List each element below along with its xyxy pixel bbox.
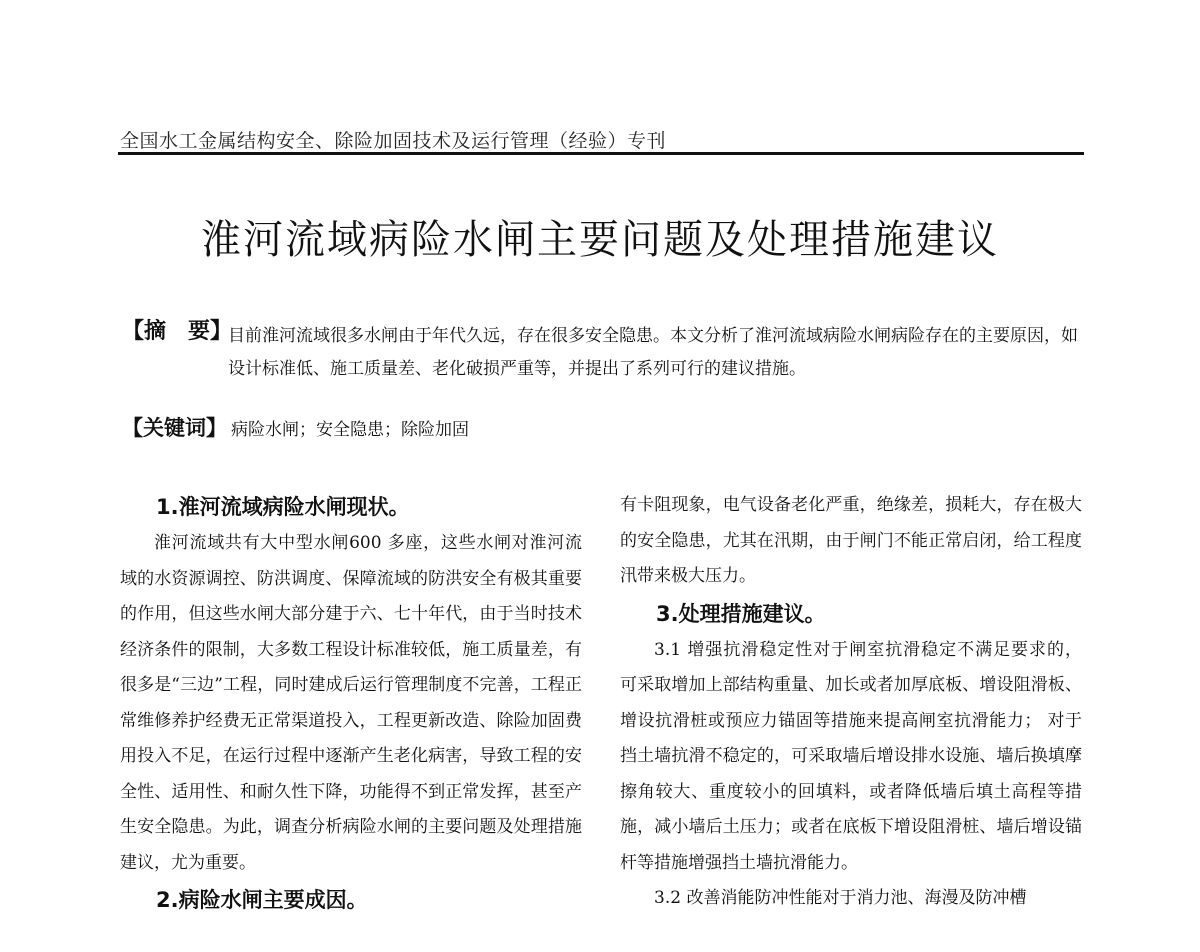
section-2-heading: 2.病险水闸主要成因。 (156, 888, 368, 912)
header-rule (118, 152, 1084, 155)
keywords-text: 病险水闸；安全隐患；除险加固 (231, 420, 469, 440)
continued-paragraph: 有卡阻现象，电气设备老化严重，绝缘差，损耗大，存在极大的安全隐患，尤其在汛期，由于闸门不能正常启闭，给工程度汛带来极大压力。 (620, 495, 1082, 586)
paper-title: 淮河流域病险水闸主要问题及处理措施建议 (201, 217, 999, 263)
abstract-text: 目前淮河流域很多水闸由于年代久远，存在很多安全隐患。本文分析了淮河流域病险水闸病险存在的主要原因，如设计标准低、施工质量差、老化破损严重等，并提出了系列可行的建议措施。 (228, 326, 1078, 379)
section-3-2-paragraph: 3.2 改善消能防冲性能对于消力池、海漫及防冲槽 (654, 888, 1027, 908)
running-header: 全国水工金属结构安全、除险加固技术及运行管理（经验）专刊 (120, 130, 667, 152)
left-column (120, 488, 582, 919)
section-1-heading: 1.淮河流域病险水闸现状。 (156, 495, 410, 519)
keywords-label: 【关键词】 (122, 416, 227, 440)
keywords-block (122, 412, 1088, 442)
right-column (620, 488, 1082, 917)
section-3-heading: 3.处理措施建议。 (656, 601, 826, 626)
section-3-1-paragraph: 3.1 增强抗滑稳定性对于闸室抗滑稳定不满足要求的， 可采取增加上部结构重量、加长或者加厚底板、增设阻滑板、增设抗滑桩或预应力锚固等措施来提高闸室抗滑能力； 对于挡土墙抗滑不稳定的，可采取墙后增设排水设施、墙后换填摩擦角较大、重度较小的回填料，或者降低墙后填土高程等措施，减小墙后土压力；或者在底板下增设阻滑桩、墙后增设锚杆等措施增强挡土墙抗滑能力。 (620, 639, 1082, 873)
abstract-label: 【摘 要】 (122, 319, 233, 344)
section-1-paragraph: 淮河流域共有大中型水闸600 多座，这些水闸对淮河流域的水资源调控、防洪调度、保障流域的防洪安全有极其重要的作用，但这些水闸大部分建于六、七十年代，由于当时技术经济条件的限制，大多数工程设计标准较低，施工质量差，有很多是“三边”工程，同时建成后运行管理制度不完善，工程正常维修养护经费无正常渠道投入，工程更新改造、除险加固费用投入不足，在运行过程中逐渐产生老化病害，导致工程的安全性、适用性、和耐久性下降，功能得不到正常发挥，甚至产生安全隐患。为此，调查分析病险水闸的主要问题及处理措施建议，尤为重要。 (120, 533, 582, 873)
abstract-block (122, 320, 1088, 386)
